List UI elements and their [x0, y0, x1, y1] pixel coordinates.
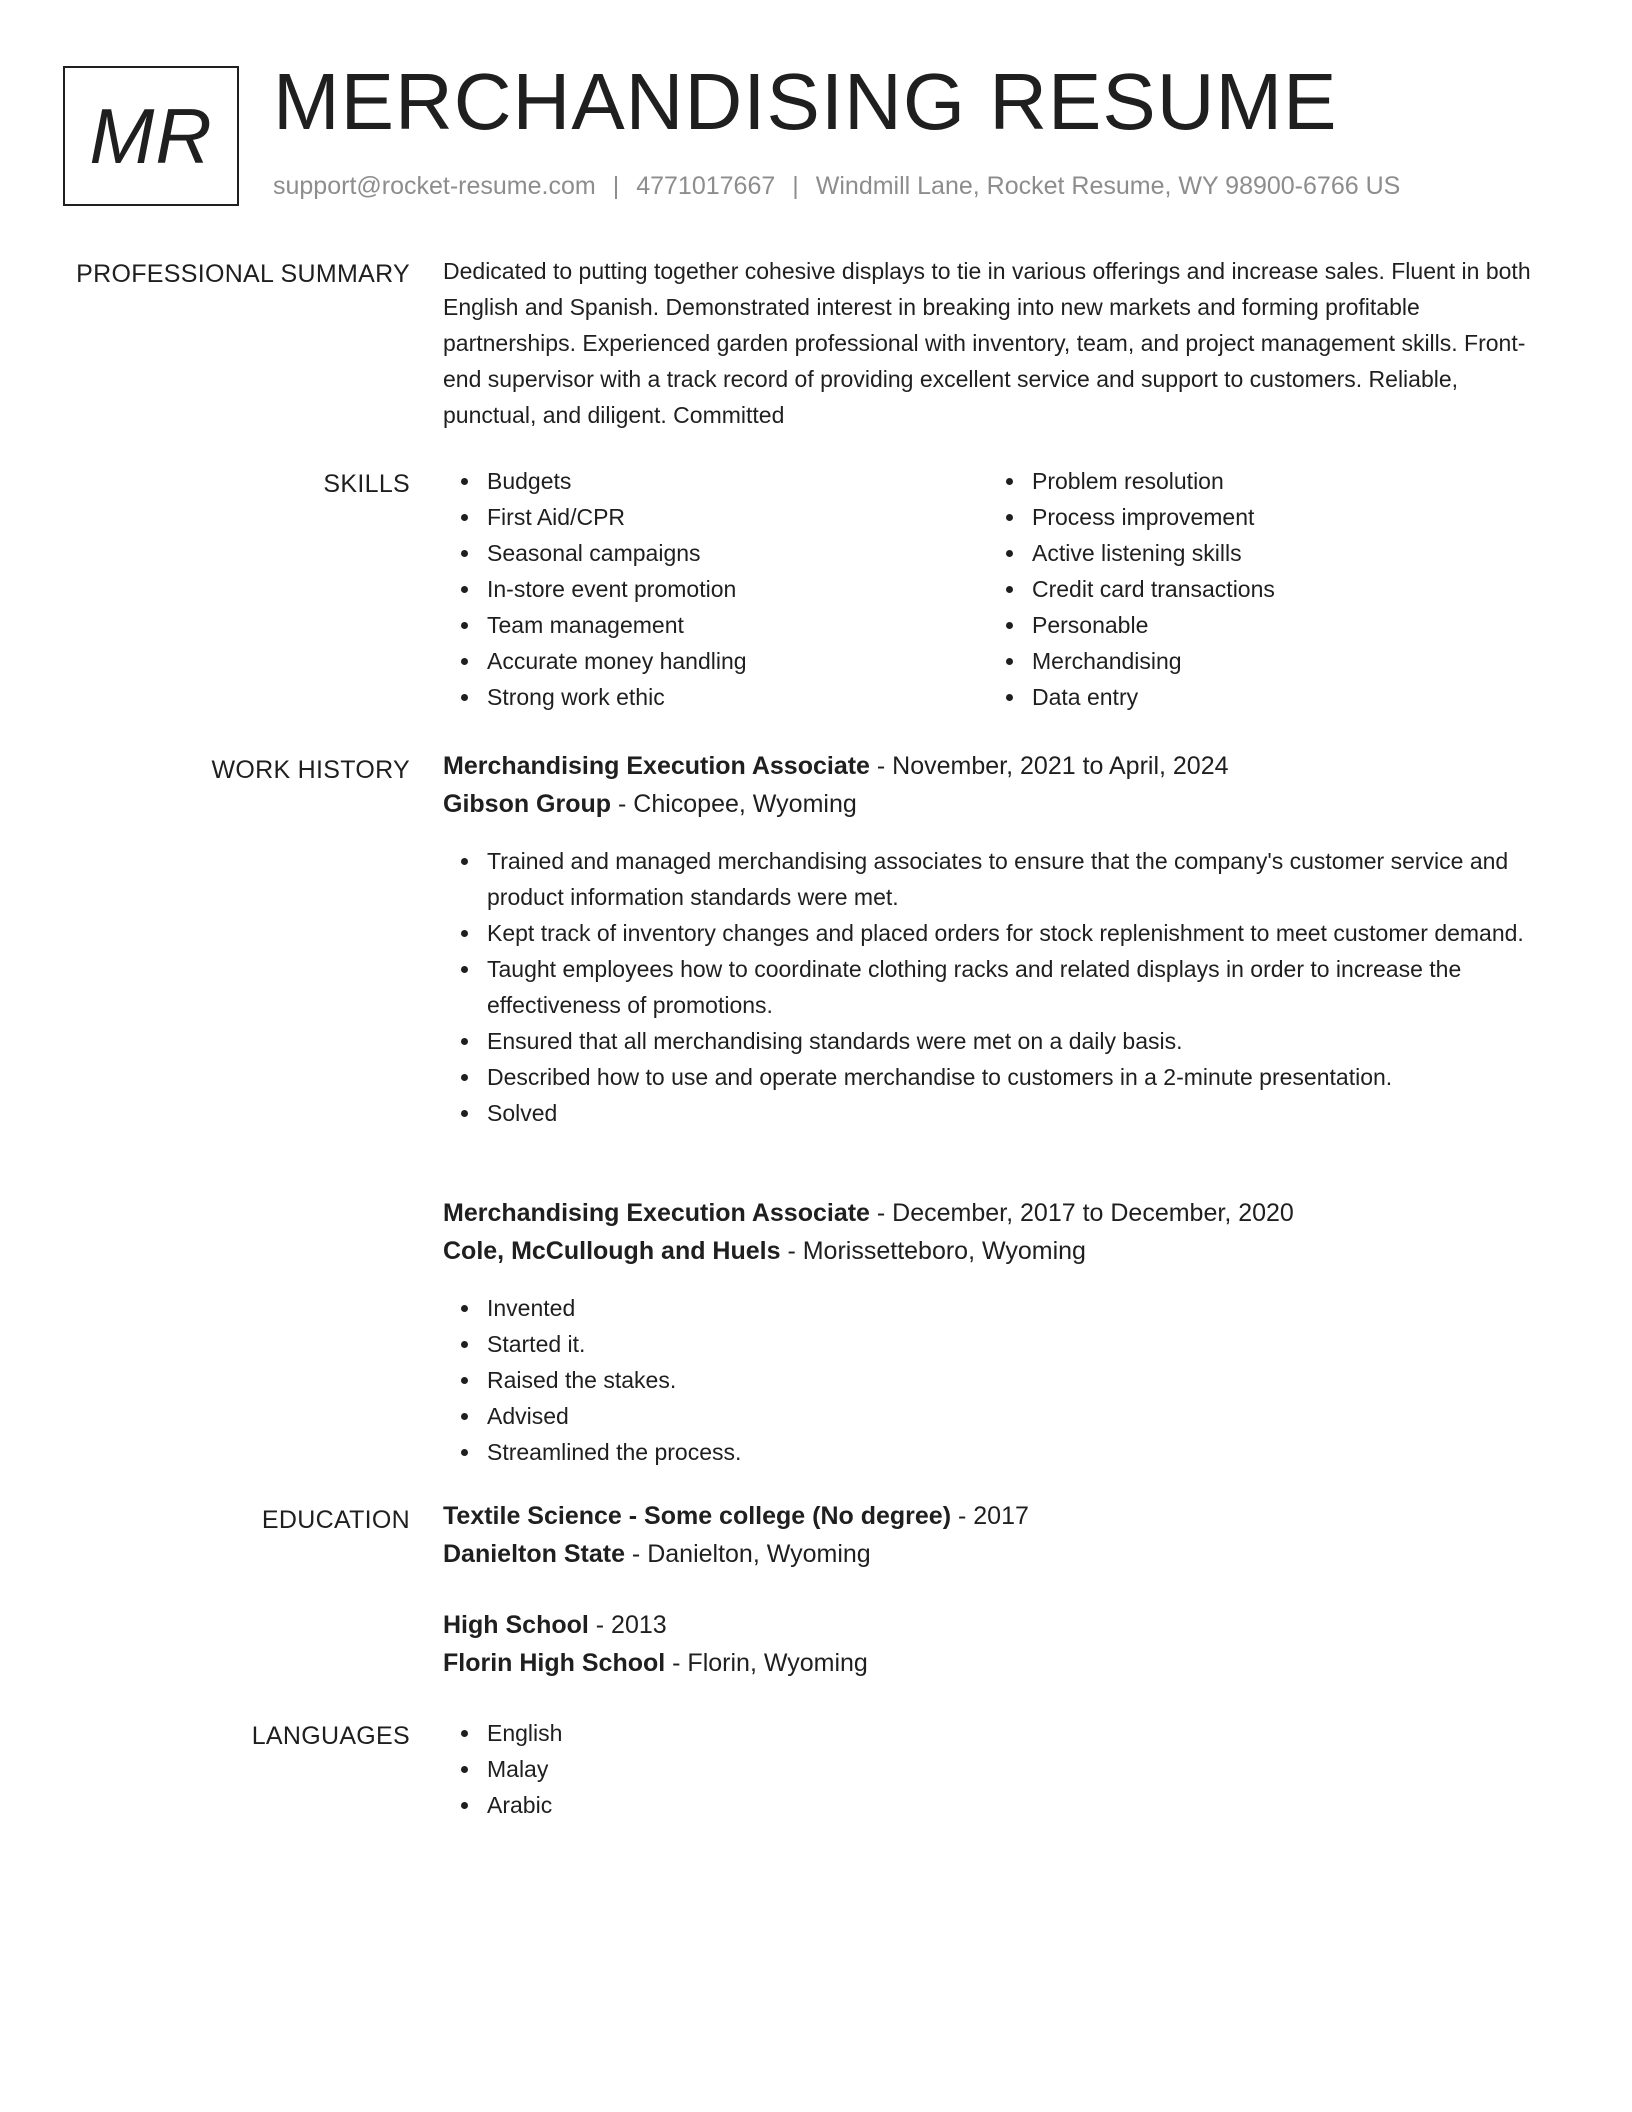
contact-separator: | [612, 172, 620, 200]
job-heading [443, 747, 1538, 785]
job-location: - Morissetteboro, Wyoming [780, 1237, 1086, 1265]
resume-title: MERCHANDISING RESUME [273, 57, 1338, 146]
job-duties-list [443, 843, 1538, 1131]
skill-item: Seasonal campaigns [443, 535, 988, 571]
education-heading [443, 1606, 1538, 1644]
job-role: Merchandising Execution Associate [443, 1199, 870, 1227]
education-entry [443, 1502, 1538, 1582]
job-duty: Raised the stakes. [443, 1362, 1538, 1398]
job-entry [443, 752, 1538, 1131]
languages-list [443, 1715, 1538, 1823]
education-degree: High School [443, 1611, 589, 1639]
skill-item: Strong work ethic [443, 679, 988, 715]
skill-item: Accurate money handling [443, 643, 988, 679]
contact-email: support@rocket-resume.com [273, 172, 596, 200]
monogram-initials: MR [63, 66, 239, 206]
skills-body [443, 470, 1538, 722]
job-duty: Ensured that all merchandising standards were met on a daily basis. [443, 1023, 1538, 1059]
skills-list-left [443, 463, 988, 715]
skill-item: Merchandising [988, 643, 1533, 679]
languages-body [443, 1722, 1538, 1830]
education-school-line [443, 1644, 1538, 1682]
education-year: - 2013 [588, 1611, 667, 1639]
education-degree: Textile Science - Some college (No degree) [443, 1502, 952, 1530]
education-location: - Florin, Wyoming [665, 1649, 868, 1677]
job-company-line [443, 1232, 1538, 1270]
job-dates: - November, 2021 to April, 2024 [869, 752, 1229, 780]
contact-line [273, 172, 1400, 201]
job-duty: Solved [443, 1095, 1538, 1131]
section-title-education: EDUCATION [261, 1506, 410, 1534]
skill-item: Active listening skills [988, 535, 1533, 571]
language-item: English [443, 1715, 1538, 1751]
job-role: Merchandising Execution Associate [443, 752, 870, 780]
skill-item: First Aid/CPR [443, 499, 988, 535]
job-duty: Advised [443, 1398, 1538, 1434]
skill-item: Budgets [443, 463, 988, 499]
job-heading [443, 1194, 1538, 1232]
summary-body [443, 260, 1538, 440]
education-school-line [443, 1535, 1538, 1573]
job-duty: Taught employees how to coordinate clothing racks and related displays in order to increase the effectiveness of promotions. [443, 951, 1538, 1023]
language-item: Arabic [443, 1787, 1538, 1823]
section-title-skills: SKILLS [323, 470, 410, 498]
job-location: - Chicopee, Wyoming [611, 790, 857, 818]
skill-item: Credit card transactions [988, 571, 1533, 607]
job-entry [443, 1199, 1538, 1470]
job-company-line [443, 785, 1538, 823]
contact-address: Windmill Lane, Rocket Resume, WY 98900-6766 US [815, 172, 1401, 200]
section-title-languages: LANGUAGES [251, 1722, 410, 1750]
skill-item: Personable [988, 607, 1533, 643]
job-duty: Described how to use and operate merchandise to customers in a 2-minute presentation. [443, 1059, 1538, 1095]
contact-phone: 4771017667 [636, 172, 776, 200]
job-duty: Invented [443, 1290, 1538, 1326]
language-item: Malay [443, 1751, 1538, 1787]
education-location: - Danielton, Wyoming [624, 1540, 871, 1568]
section-title-summary: PROFESSIONAL SUMMARY [76, 260, 410, 288]
job-company: Gibson Group [443, 790, 612, 818]
job-duty: Started it. [443, 1326, 1538, 1362]
skill-item: Data entry [988, 679, 1533, 715]
skill-item: Problem resolution [988, 463, 1533, 499]
skill-item: Process improvement [988, 499, 1533, 535]
job-company: Cole, McCullough and Huels [443, 1237, 781, 1265]
job-dates: - December, 2017 to December, 2020 [869, 1199, 1294, 1227]
education-year: - 2017 [951, 1502, 1029, 1530]
job-duty: Streamlined the process. [443, 1434, 1538, 1470]
skill-item: Team management [443, 607, 988, 643]
education-heading [443, 1497, 1538, 1535]
education-entry [443, 1611, 1538, 1691]
education-school: Florin High School [443, 1649, 666, 1677]
education-school: Danielton State [443, 1540, 625, 1568]
contact-separator: | [792, 172, 799, 200]
job-duty: Trained and managed merchandising associates to ensure that the company's customer service and product information standards were met. [443, 843, 1538, 915]
summary-text: Dedicated to putting together cohesive displays to tie in various offerings and increase sales. Fluent in both English and Spanish. Demonstrated interest in breaking into new markets and forming profitable partnerships. Experienced garden professional with inventory, team, and project management skills. Front-end supervisor with a track record of providing excellent service and support to customers. Reliable, punctual, and diligent. Committed [443, 258, 1531, 428]
job-duty: Kept track of inventory changes and placed orders for stock replenishment to meet customer demand. [443, 915, 1538, 951]
skill-item: In-store event promotion [443, 571, 988, 607]
section-title-work: WORK HISTORY [211, 756, 410, 784]
skills-list-right [988, 463, 1533, 715]
job-duties-list [443, 1290, 1538, 1470]
